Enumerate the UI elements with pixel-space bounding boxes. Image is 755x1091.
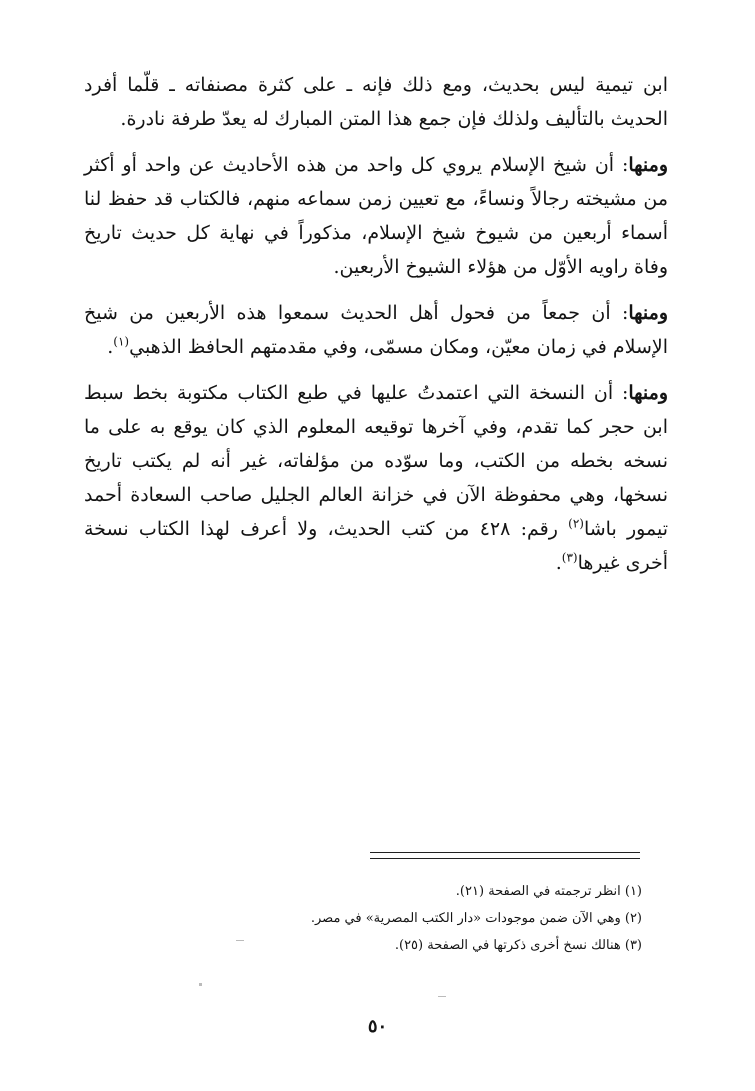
scan-speck: [438, 996, 446, 997]
footnote-ref-1: (١): [113, 334, 130, 349]
paragraph-3: [84, 296, 668, 364]
footnote-divider: [370, 852, 640, 853]
footnote-ref-2: (٢): [568, 516, 584, 531]
footnote-divider: [370, 858, 640, 859]
footnote-3: (٣) هنالك نسخ أخرى ذكرتها في الصفحة (٢٥).: [394, 938, 642, 953]
page-number: ٥٠: [367, 1016, 388, 1037]
paragraph-lead: ومنها: [628, 154, 668, 176]
paragraph-text: ابن تيمية ليس بحديث، ومع ذلك فإنه ـ على كثرة مصنفاته ـ قلّما أفرد الحديث بالتأليف ولذلك فإن جمع هذا المتن المبارك له يعدّ طرفة نادرة.: [84, 74, 668, 130]
paragraph-text: : أن النسخة التي اعتمدتُ عليها في طبع الكتاب مكتوبة بخط سبط ابن حجر كما تقدم، وفي آخرها توقيعه المعلوم الذي كان يوقع به على ما نسخه بخطه من الكتب، وما سوّده من مؤلفاته، غير أنه لم يكتب تاريخ نسخها، وهي محفوظة الآن في خزانة العالم الجليل صاحب السعادة أحمد تيمور باشا: [84, 382, 668, 540]
paragraph-text: : أن جمعاً من فحول أهل الحديث سمعوا هذه الأربعين من شيخ الإسلام في زمان معيّن، ومكان مسمّى، وفي مقدمتهم الحافظ الذهبي: [84, 302, 668, 358]
footnotes: [200, 878, 642, 959]
scan-speck: [236, 940, 244, 941]
paragraph-1: [84, 68, 668, 136]
footnote-1: (١) انظر ترجمته في الصفحة (٢١).: [455, 884, 642, 899]
paragraph-text: : أن شيخ الإسلام يروي كل واحد من هذه الأحاديث عن واحد أو أكثر من مشيخته رجالاً ونساءً، مع تعيين زمن سماعه منهم، فالكتاب قد حفظ لنا أسماء أربعين من شيوخ شيخ الإسلام، مذكوراً في نهاية كل حديث تاريخ وفاة راويه الأوّل من هؤلاء الشيوخ الأربعين.: [84, 154, 668, 278]
paragraph-2: [84, 148, 668, 284]
scan-speck: [199, 983, 202, 986]
paragraph-lead: ومنها: [628, 302, 668, 324]
paragraph-lead: ومنها: [628, 382, 668, 404]
paragraph-4: [84, 376, 668, 580]
footnote-2: (٢) وهي الآن ضمن موجودات «دار الكتب المصرية» في مصر.: [310, 911, 642, 926]
paragraph-tail: .: [107, 336, 114, 358]
footnote-ref-3: (٣): [561, 550, 578, 565]
main-text: [84, 68, 668, 592]
paragraph-text-continued: رقم: ٤٢٨ من كتب الحديث، ولا أعرف لهذا الكتاب نسخة أخرى غيرها: [84, 518, 668, 574]
paragraph-tail: .: [555, 552, 562, 574]
